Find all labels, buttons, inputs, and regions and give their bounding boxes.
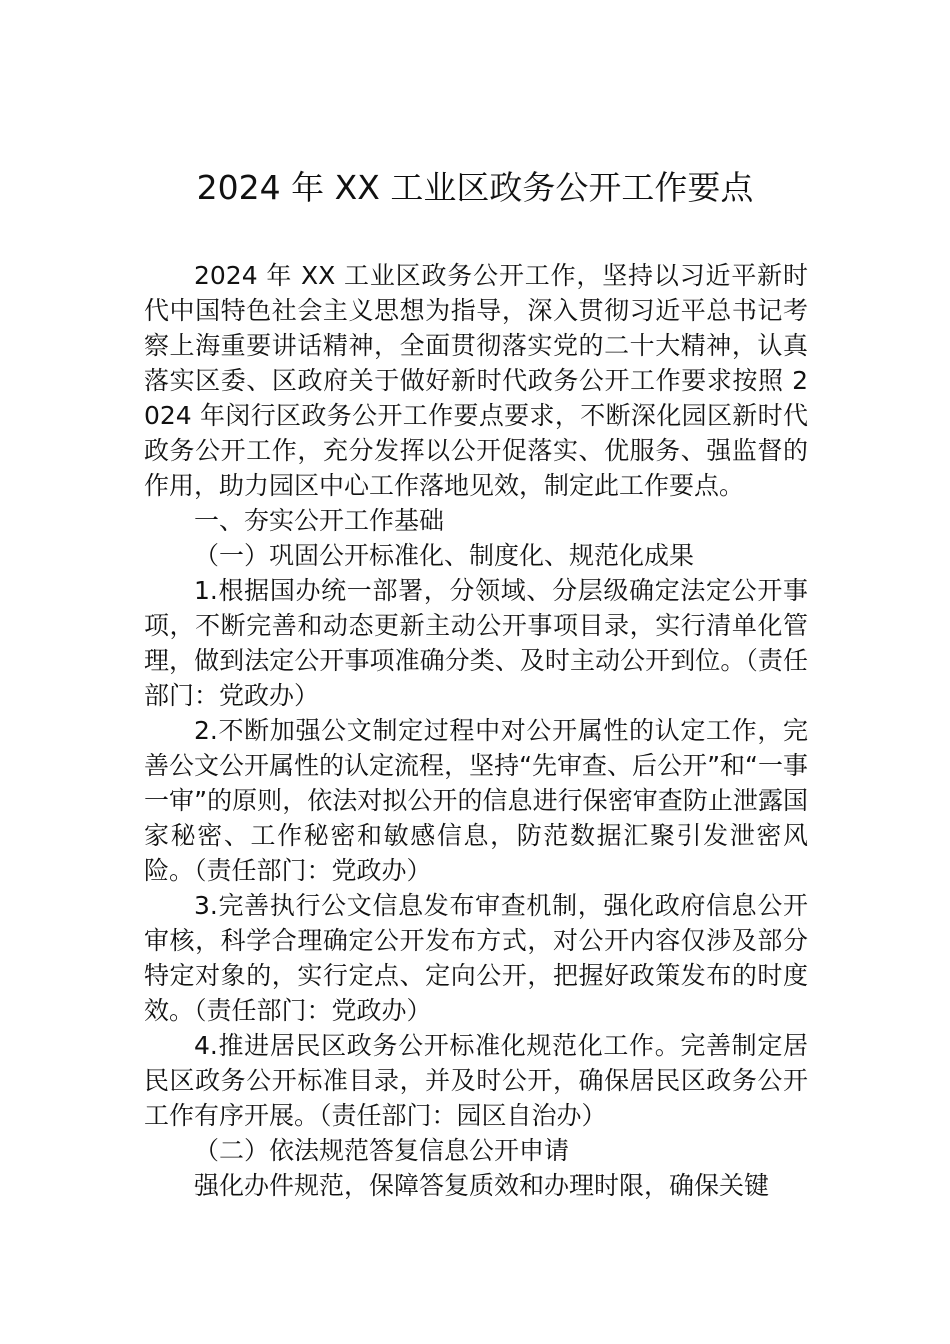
subsection-heading-2: （二）依法规范答复信息公开申请 — [194, 1136, 570, 1165]
section-heading-1: 一、夯实公开工作基础 — [194, 506, 445, 535]
item-paragraph-2: 2.不断加强公文制定过程中对公开属性的认定工作，完善公文公开属性的认定流程，坚持“先审查、后公开”和“一事一审”的原则，依法对拟公开的信息进行保密审查防止泄露国家秘密、工作秘密和敏感信息，防范数据汇聚引发泄密风险。（责任部门：党政办） — [144, 716, 808, 885]
subsection-heading-1: （一）巩固公开标准化、制度化、规范化成果 — [194, 541, 695, 570]
document-body — [144, 258, 808, 1203]
document-title: 2024 年 XX 工业区政务公开工作要点 — [196, 168, 754, 207]
item-paragraph-4: 4.推进居民区政务公开标准化规范化工作。完善制定居民区政务公开标准目录，并及时公开，确保居民区政务公开工作有序开展。（责任部门：园区自治办） — [144, 1031, 808, 1130]
item-paragraph-1: 1.根据国办统一部署，分领域、分层级确定法定公开事项，不断完善和动态更新主动公开事项目录，实行清单化管理，做到法定公开事项准确分类、及时主动公开到位。（责任部门：党政办） — [144, 576, 808, 710]
intro-paragraph: 2024 年 XX 工业区政务公开工作，坚持以习近平新时代中国特色社会主义思想为指导，深入贯彻习近平总书记考察上海重要讲话精神，全面贯彻落实党的二十大精神，认真落实区委、区政府关于做好新时代政务公开工作要求按照 2024 年闵行区政务公开工作要点要求，不断深化园区新时代政务公开工作，充分发挥以公开促落实、优服务、强监督的作用，助力园区中心工作落地见效，制定此工作要点。 — [144, 261, 808, 500]
body-paragraph-continued: 强化办件规范，保障答复质效和办理时限，确保关键 — [194, 1171, 770, 1200]
item-paragraph-3: 3.完善执行公文信息发布审查机制，强化政府信息公开审核，科学合理确定公开发布方式，对公开内容仅涉及部分特定对象的，实行定点、定向公开，把握好政策发布的时度效。（责任部门：党政办） — [144, 891, 808, 1025]
